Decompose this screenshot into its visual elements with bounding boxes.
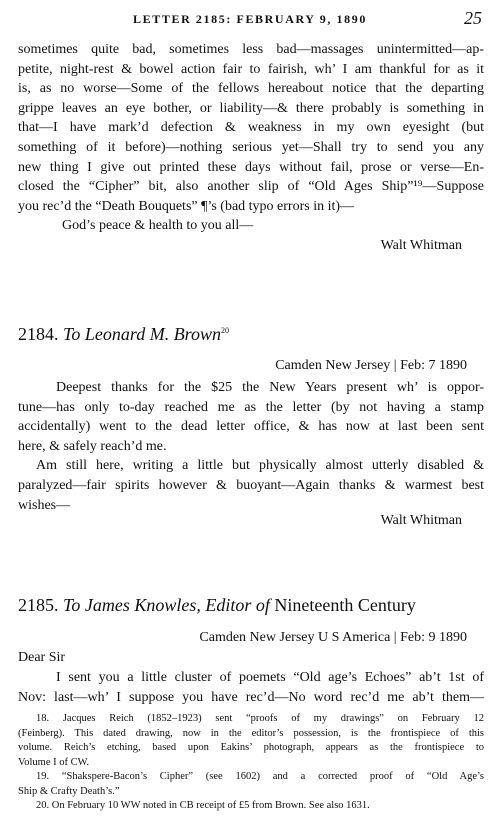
signature: Walt Whitman: [380, 513, 462, 528]
footnote: [18, 770, 484, 799]
closing-line: God’s peace & health to you all—: [62, 218, 254, 234]
footnote-line: volume. Reich’s etching, based upon Eakins’ photograph, appears as the frontispiece to: [18, 742, 484, 753]
footnote-ref: 20: [221, 326, 230, 335]
text-line: sometimes quite bad, sometimes less bad—massages unintermitted—ap-: [18, 42, 484, 57]
footnote-line: Volume I of CW.: [18, 756, 90, 768]
footnote-line: (Feinberg). This dated drawing, now in the editor’s possession, is the frontispiece of this: [18, 727, 484, 739]
text-line: petite, night-rest & bowel action fair to fairish, wh’ I am thankful for as it: [18, 61, 484, 77]
letter-heading: [18, 324, 229, 345]
dateline: Camden New Jersey U S America | Feb: 9 1890: [199, 630, 467, 645]
footnote: [18, 799, 484, 814]
letter-recipient: To Leonard M. Brown: [63, 324, 222, 344]
text-line: closed the “Cipher” bit, also another slip of “Old Ages Ship”¹⁹—Suppose: [18, 179, 484, 195]
text-line: Am still here, writing a little but physically almost utterly disabled &: [36, 458, 484, 474]
footnote-line: 18. Jacques Reich (1852–1923) sent “proofs of my drawings” on February 12: [36, 713, 484, 724]
footnote-line: Ship & Crafty Death’s.”: [18, 785, 120, 797]
page-number: 25: [464, 8, 482, 28]
letter-continuation-paragraph: [18, 40, 484, 236]
letter-paragraph: [18, 378, 484, 515]
letter-number: 2185.: [18, 595, 59, 615]
text-line: tune—has only to-day reached me as the letter (by not having a stamp: [18, 399, 484, 415]
text-line: is, as no worse—Some of the fellows hereabout notice that the departing: [18, 81, 484, 97]
footnote: [18, 712, 484, 770]
signature: Walt Whitman: [380, 238, 462, 253]
text-line: grippe leaves an eye bother, or liability—& there probably is something in: [18, 100, 484, 116]
letter-number: 2184.: [18, 324, 59, 344]
text-line: here, & safely reach’d me.: [18, 438, 167, 454]
text-line: paralyzed—fair spirits however & buoyant—Again thanks & warmest best: [18, 477, 484, 493]
text-line: you rec’d the “Death Bouquets” ¶’s (bad typo errors in it)—: [18, 198, 355, 214]
letter-paragraph: [18, 668, 484, 707]
letter-recipient: To James Knowles, Editor of: [63, 595, 270, 615]
text-line: Nov: last—wh’ I suppose you have rec’d—No word rec’d me ab’t them—: [18, 689, 484, 705]
page-header: [18, 8, 482, 34]
text-line: wishes—: [18, 497, 71, 513]
dateline: Camden New Jersey | Feb: 7 1890: [275, 358, 467, 373]
letter-heading: [18, 595, 416, 616]
footnote-line: 20. On February 10 WW noted in CB receipt of £5 from Brown. See also 1631.: [36, 800, 370, 811]
running-head: LETTER 2185: FEBRUARY 9, 1890: [133, 12, 367, 26]
text-line: new thing I give out printed these days without fail, prose or verse—En-: [18, 159, 484, 175]
text-line: something of it before)—nothing serious yet—Shall try to send you any: [18, 139, 484, 155]
periodical-title: Nineteenth Century: [274, 595, 416, 615]
text-line: accidentally) went to the dead letter office, & has now at last been sent: [18, 419, 484, 435]
salutation: Dear Sir: [18, 650, 66, 665]
text-line: that—I have mark’d defection & weakness in my own eyesight (but: [18, 120, 484, 136]
footnote-line: 19. “Shakspere-Bacon’s Cipher” (see 1602) and a corrected proof of “Old Age’s: [36, 771, 484, 782]
text-line: Deepest thanks for the $25 the New Years present wh’ is oppor-: [56, 380, 484, 395]
text-line: I sent you a little cluster of poemets “Old age’s Echoes” ab’t 1st of: [56, 670, 484, 685]
